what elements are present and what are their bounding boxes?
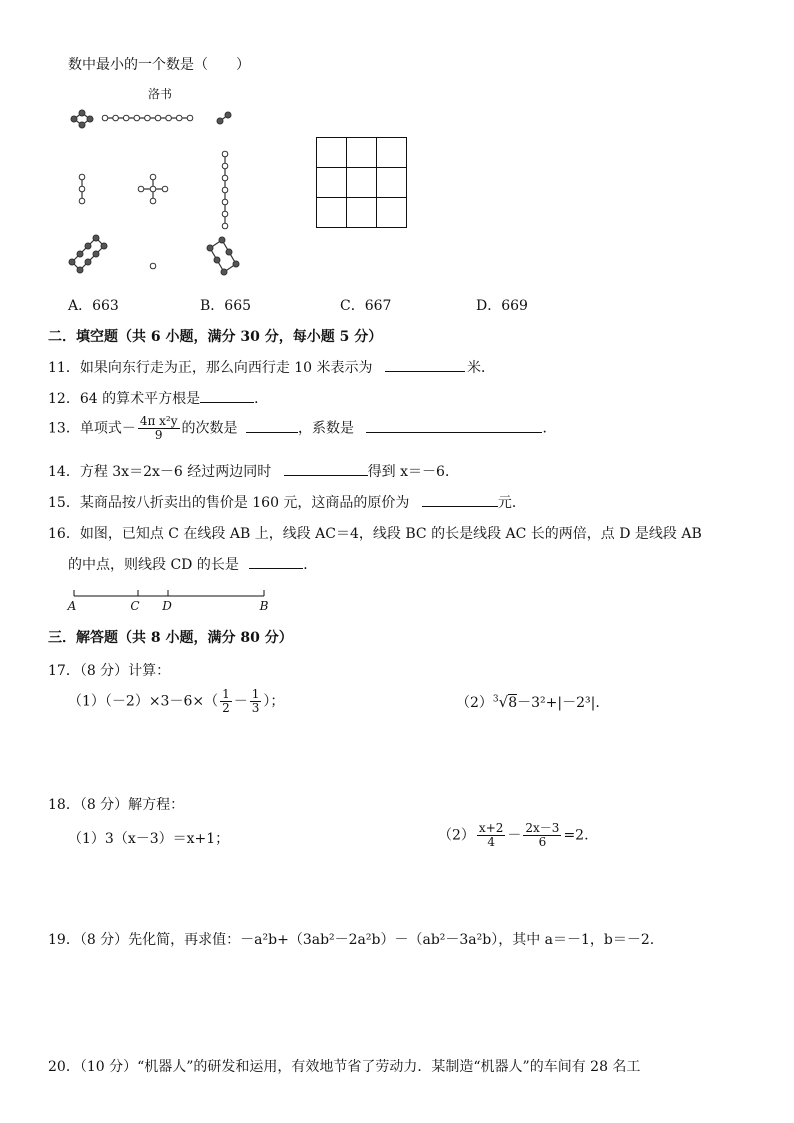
q14-blank[interactable]: [284, 461, 368, 476]
q13-denominator: 9: [154, 428, 163, 442]
q18-p2-frac1-num: x+2: [478, 821, 504, 835]
q10-options: [0, 295, 794, 315]
q15-tail: 元．: [497, 495, 526, 511]
radical-sign-icon: √: [498, 693, 509, 711]
q13-prefix: 13．单项式－: [48, 420, 136, 437]
q16-tail: ．: [303, 557, 318, 573]
q16-line2-text: 的中点，则线段 CD 的长是: [68, 557, 239, 573]
q10-stem: 数中最小的一个数是（ ）: [68, 57, 250, 73]
black-dots: [69, 110, 239, 275]
q17-p1-frac2: [250, 688, 262, 715]
q18-p2-prefix: （2）: [438, 827, 475, 844]
q17-p1-suffix: ）；: [263, 693, 285, 710]
q16-line1: 16．如图，已知点 C 在线段 AB 上，线段 AC＝4，线段 BC 的长是线段 AC 长的两倍，点 D 是线段 AB: [48, 526, 702, 542]
q17-part2: [456, 692, 600, 712]
q13-fraction: [138, 415, 180, 442]
point-b: B: [259, 599, 269, 613]
q12: [48, 388, 268, 408]
q14-text: 14．方程 3x＝2x－6 经过两边同时: [48, 464, 272, 480]
q16-blank[interactable]: [249, 554, 303, 569]
point-d: D: [162, 599, 172, 613]
q13: [48, 415, 556, 442]
magic-square-grid: [316, 137, 408, 229]
q18-p2-frac1: [477, 822, 505, 849]
q18-p2-frac2-den: 6: [538, 835, 547, 849]
q11-blank[interactable]: [385, 357, 465, 372]
segment-figure: [62, 584, 282, 614]
q17-title: 17．（8 分）计算：: [48, 663, 171, 679]
q11: [48, 357, 495, 377]
q15: [48, 492, 526, 512]
q17-p2-radicand: 8: [508, 695, 518, 711]
q17-p1-frac2-num: 1: [251, 687, 260, 701]
q11-text: 11．如果向东行走为正，那么向西行走 10 米表示为: [48, 360, 373, 376]
q18-p2-frac2-num: 2x－3: [525, 821, 560, 835]
q12-text: 12．64 的算术平方根是: [48, 391, 201, 407]
diagram-title: 洛书: [147, 87, 173, 101]
q17-part1: [68, 688, 284, 715]
q20-text: 20．（10 分）“机器人”的研发和运用，有效地节省了劳动力．某制造“机器人”的车间有 28 名工: [48, 1059, 641, 1075]
q17-p1-frac2-den: 3: [251, 701, 260, 715]
q18-title: 18．（8 分）解方程：: [48, 797, 185, 813]
section3-heading: 三．解答题（共 8 小题，满分 80 分）: [48, 630, 293, 646]
q14-tail: 得到 x＝－6．: [367, 464, 459, 480]
q17-p1-frac1-den: 2: [222, 701, 230, 715]
q17-p2-root-index: 3: [492, 694, 499, 705]
q17-p2-prefix: （2）: [456, 695, 493, 711]
q18-p2-suffix: =2.: [563, 827, 589, 844]
option-b: B．665: [200, 298, 252, 314]
q13-numerator: 4π x²y: [139, 414, 178, 428]
q17-p2-rest: －3²+|－2³|.: [517, 695, 600, 711]
q13-blank-coefficient[interactable]: [366, 418, 542, 433]
q13-mid: 的次数是: [181, 420, 238, 437]
option-d: D．669: [476, 298, 528, 314]
option-a: A．663: [68, 298, 119, 314]
q18-p2-frac1-den: 4: [487, 835, 495, 849]
q13-tail: ．: [542, 420, 557, 437]
point-c: C: [130, 599, 140, 613]
q18-part2: [438, 822, 589, 849]
q15-text: 15．某商品按八折卖出的售价是 160 元，这商品的原价为: [48, 495, 410, 511]
q13-mid2: ，系数是: [297, 420, 354, 437]
q18-p2-minus: －: [507, 827, 522, 844]
q17-p1-minus: －: [233, 693, 248, 710]
point-a: A: [67, 599, 77, 613]
q15-blank[interactable]: [422, 492, 498, 507]
section2-heading: 二．填空题（共 6 小题，满分 30 分，每小题 5 分）: [48, 329, 383, 345]
q18-p2-frac2: [523, 822, 561, 849]
q11-tail: 米．: [466, 360, 495, 376]
q14: [48, 461, 459, 481]
q18-part1: （1）3（x－3）＝x+1；: [68, 831, 230, 847]
q17-p1-frac1: [220, 688, 232, 715]
q17-p1-frac1-num: 1: [222, 687, 230, 701]
q19-text: 19．（8 分）先化简，再求值：－a²b+（3ab²－2a²b）－（ab²－3a²b），其中 a＝－1，b＝－2.: [48, 932, 655, 948]
q13-blank-degree[interactable]: [246, 418, 298, 433]
q12-blank[interactable]: [200, 388, 254, 403]
q16-line2: [68, 554, 317, 574]
q17-p1-prefix: （1）（－2）×3－6×（: [68, 693, 219, 710]
q12-tail: ．: [254, 391, 269, 407]
luoshu-diagram: [60, 80, 250, 280]
option-c: C．667: [340, 298, 392, 314]
